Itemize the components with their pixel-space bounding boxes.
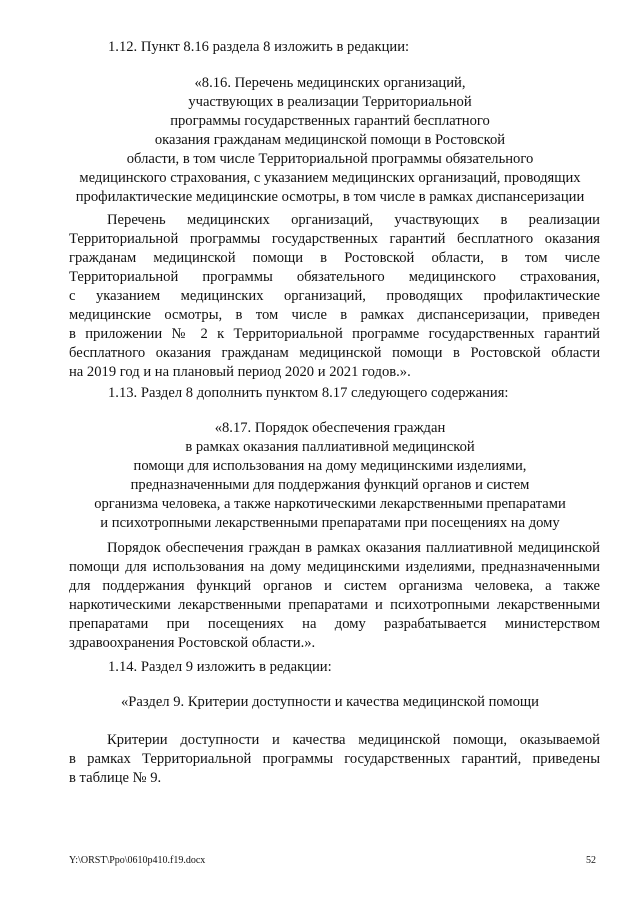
- page-number: 52: [586, 855, 596, 866]
- section-8-17-heading: [60, 419, 600, 533]
- heading-line: «Раздел 9. Критерии доступности и качества медицинской помощи: [121, 694, 539, 710]
- heading-line: «8.17. Порядок обеспечения граждан: [214, 420, 446, 436]
- item-1-12: 1.12. Пункт 8.16 раздела 8 изложить в редакции:: [108, 39, 410, 55]
- heading-line: организма человека, а также наркотическими лекарственными препаратами: [94, 496, 566, 512]
- heading-line: программы государственных гарантий бесплатного: [170, 113, 490, 129]
- item-1-14: 1.14. Раздел 9 изложить в редакции:: [108, 659, 332, 675]
- paragraph-line: в таблице № 9.: [69, 770, 162, 786]
- heading-line: и психотропными лекарственными препаратами при посещениях на дому: [100, 515, 560, 531]
- paragraph-line: на 2019 год и на плановый период 2020 и 2021 годов.».: [69, 364, 411, 380]
- paragraph-line: Порядок обеспечения граждан в рамках оказания паллиативной медицинской: [107, 540, 600, 556]
- section-8-16-heading: [60, 74, 600, 207]
- footer-file-path: Y:\ORST\Ppo\0610p410.f19.docx: [69, 855, 206, 866]
- heading-line: в рамках оказания паллиативной медицинской: [185, 439, 475, 455]
- heading-line: предназначенными для поддержания функций органов и систем: [130, 477, 530, 493]
- paragraph-line: препаратами при посещениях на дому разрабатывается министерством: [69, 616, 600, 632]
- heading-line: оказания гражданам медицинской помощи в Ростовской: [154, 132, 506, 148]
- paragraph-line: наркотическими лекарственными препаратами и психотропными лекарственными: [69, 597, 600, 613]
- heading-line: области, в том числе Территориальной программы обязательного: [126, 151, 534, 167]
- section-8-16-paragraph: [69, 211, 600, 382]
- section-9-paragraph: [69, 731, 600, 788]
- paragraph-line: здравоохранения Ростовской области.».: [69, 635, 316, 651]
- heading-line: участвующих в реализации Территориальной: [188, 94, 472, 110]
- heading-line: «8.16. Перечень медицинских организаций,: [194, 75, 466, 91]
- paragraph-line: гражданам медицинской помощи в Ростовской области, в том числе: [69, 250, 600, 266]
- paragraph-line: в приложении № 2 к Территориальной программе государственных гарантий: [69, 326, 600, 342]
- section-8-17-paragraph: [69, 539, 600, 653]
- paragraph-line: медицинские осмотры, в том числе в рамках диспансеризации, приведен: [69, 307, 600, 323]
- heading-line: медицинского страхования, с указанием медицинских организаций, проводящих: [79, 170, 581, 186]
- heading-line: помощи для использования на дому медицинскими изделиями,: [133, 458, 527, 474]
- paragraph-line: Перечень медицинских организаций, участвующих в реализации: [107, 212, 600, 228]
- paragraph-line: бесплатного оказания гражданам медицинской помощи в Ростовской области: [69, 345, 600, 361]
- paragraph-line: для поддержания функций органов и систем организма человека, а также: [69, 578, 600, 594]
- paragraph-line: Территориальной программы обязательного медицинского страхования,: [69, 269, 600, 285]
- paragraph-line: в рамках Территориальной программы государственных гарантий, приведены: [69, 751, 600, 767]
- paragraph-line: Критерии доступности и качества медицинской помощи, оказываемой: [107, 732, 600, 748]
- paragraph-line: помощи для использования на дому медицинскими изделиями, предназначенными: [69, 559, 600, 575]
- section-9-heading: [60, 693, 600, 712]
- heading-line: профилактические медицинские осмотры, в том числе в рамках диспансеризации: [75, 189, 585, 205]
- paragraph-line: Территориальной программы государственных гарантий бесплатного оказания: [69, 231, 600, 247]
- paragraph-line: с указанием медицинских организаций, проводящих профилактические: [69, 288, 600, 304]
- item-1-13: 1.13. Раздел 8 дополнить пунктом 8.17 следующего содержания:: [108, 385, 509, 401]
